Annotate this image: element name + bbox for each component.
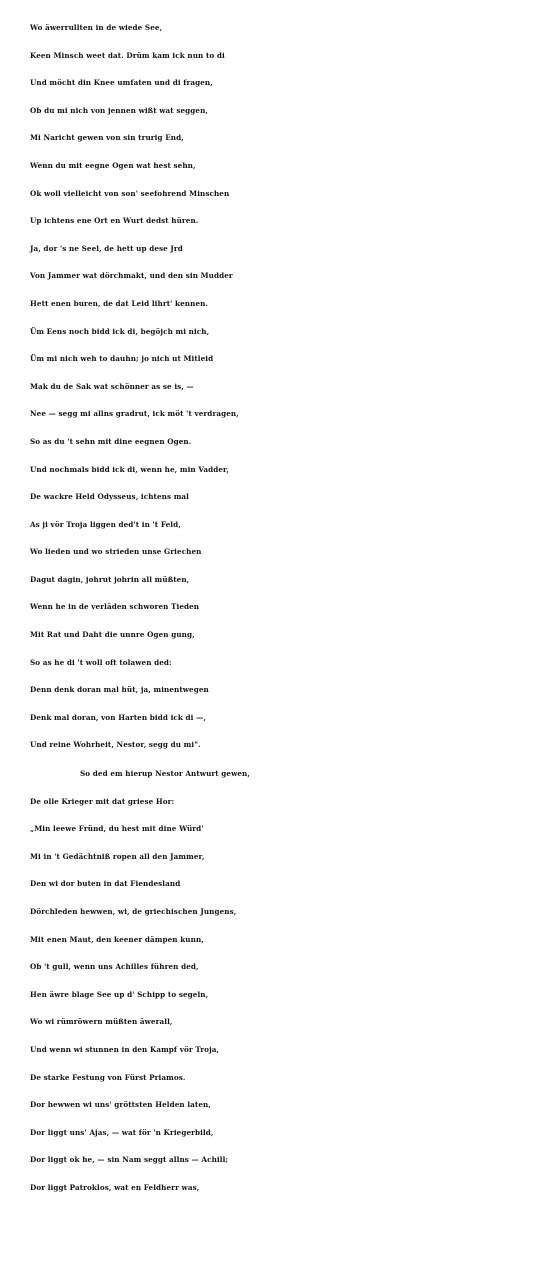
verse-line: Mit enen Maut, den keener dämpen kunn, xyxy=(30,934,204,944)
verse-line: Mak du de Sak wat schönner as se is, — xyxy=(30,381,194,391)
verse-line: Hen äwre blage See up d' Schipp to segeln, xyxy=(30,989,209,999)
verse-line: Denn denk doran mal hüt, ja, minentwegen xyxy=(30,685,209,695)
poem-stanza-1 xyxy=(0,14,556,759)
verse-line: Ok woll vielleicht von son' seefohrend Minschen xyxy=(30,188,230,198)
verse-line: Mi in 't Gedächtniß ropen all den Jammer, xyxy=(30,851,205,861)
verse-line: Wenn du mit eegne Ogen wat hest sehn, xyxy=(30,160,196,170)
verse-line: Up ichtens ene Ort en Wurt dedst hüren. xyxy=(30,216,199,226)
verse-line: Und reine Wohrheit, Nestor, segg du mi". xyxy=(30,740,201,750)
verse-line: „Min leewe Fründ, du hest mit dine Würd' xyxy=(30,824,204,834)
verse-line: Nee — segg mi allns gradrut, ick möt 't verdragen, xyxy=(30,409,239,419)
verse-line: Dor hewwen wi uns' gröttsten Helden laten, xyxy=(30,1100,211,1110)
verse-line: De starke Festung von Fürst Priamos. xyxy=(30,1072,186,1082)
verse-line: Ja, dor 's ne Seel, de hett up dese Jrd xyxy=(30,243,183,253)
verse-line: Dagut dagin, johrut johrin all müßten, xyxy=(30,574,190,584)
verse-line: So as he di 't woll oft tolawen ded: xyxy=(30,657,172,667)
verse-line: Mit Rat und Daht die unnre Ogen gung, xyxy=(30,630,195,640)
verse-line: Dor liggt Patroklos, wat en Feldherr was, xyxy=(30,1182,200,1192)
verse-line: Dor liggt uns' Ajas, — wat för 'n Kriegerbild, xyxy=(30,1127,214,1137)
verse-line: Und wenn wi stunnen in den Kampf vör Troja, xyxy=(30,1044,220,1054)
poem-stanza-2 xyxy=(0,760,556,1202)
verse-line: Ob 't gull, wenn uns Achilles führen ded, xyxy=(30,962,199,972)
verse-line: Den wi dor buten in dat Fiendesland xyxy=(30,879,181,889)
verse-line: Denk mal doran, von Harten bidd ick di —, xyxy=(30,712,207,722)
verse-line: Wenn he in de verläden schworen Tieden xyxy=(30,602,200,612)
verse-line: Von Jammer wat dörchmakt, und den sin Mudder xyxy=(30,271,233,281)
verse-line: Üm mi nich weh to dauhn; jo nich ut Mitleid xyxy=(30,354,214,364)
verse-line: Dor liggt ok he, — sin Nam seggt allns — Achill; xyxy=(30,1155,229,1165)
verse-line: As ji vör Troja liggen ded't in 't Feld, xyxy=(30,519,181,529)
verse-line: Und möcht din Knee umfaten und di fragen, xyxy=(30,78,213,88)
verse-line: Keen Minsch weet dat. Drüm kam ick nun to di xyxy=(30,50,225,60)
verse-line: So as du 't sehn mit dine eegnen Ogen. xyxy=(30,436,192,446)
verse-line: De wackre Held Odysseus, ichtens mal xyxy=(30,492,189,502)
verse-line: Und nochmals bidd ick di, wenn he, min Vadder, xyxy=(30,464,229,474)
verse-line: Mi Naricht gewen von sin trurig End, xyxy=(30,133,184,143)
verse-line: So ded em hierup Nestor Antwurt gewen, xyxy=(80,769,250,778)
verse-line: Üm Eens noch bidd ick di, begöjch mi nich, xyxy=(30,326,210,336)
verse-line: Wo äwerrullten in de wiede See, xyxy=(30,23,163,32)
verse-line: Wo wi rümröwern müßten äwerall, xyxy=(30,1017,173,1027)
verse-line: Hett enen buren, de dat Leid lihrt' kennen. xyxy=(30,298,209,308)
verse-line: Dörchleden hewwen, wi, de griechischen Jungens, xyxy=(30,906,237,916)
verse-line: Wo lieden und wo strieden unse Griechen xyxy=(30,547,202,557)
verse-line: Ob du mi nich von jennen wißt wat seggen, xyxy=(30,105,209,115)
verse-line: De olle Krieger mit dat griese Hor: xyxy=(30,796,175,806)
